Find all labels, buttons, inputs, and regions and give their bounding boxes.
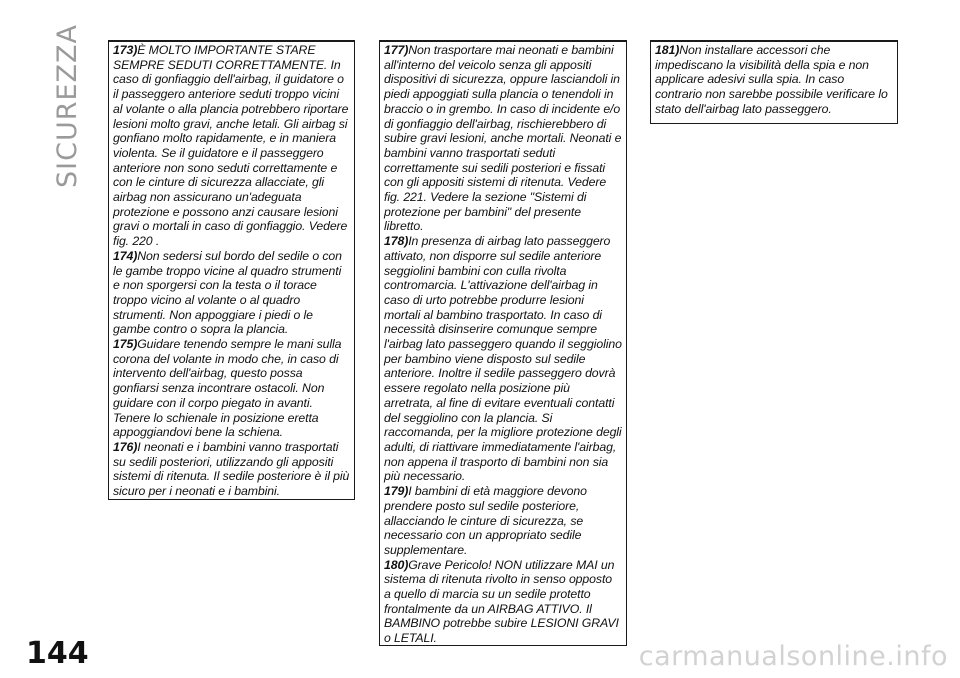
note-number: 178) <box>384 234 409 249</box>
note-text: È MOLTO IMPORTANTE STARE SEMPRE SEDUTI CORRETTAMENTE. In caso di gonfiaggio dell'airbag, il guidatore o il passeggero anteriore seduti troppo vicini al volante o alla plancia potrebbero riportare lesioni molto gravi, anche letali. Gli airbag si gonfiano molto rapidamente, e in maniera violenta. Se il guidatore e il passeggero anteriore non sono seduti correttamente e con le cinture di sicurezza allacciate, gli airbag non assicurano un'adeguata protezione e possono anzi causare lesioni gravi o mortali in caso di gonfiaggio. Vedere fig. 220 . <box>113 43 349 249</box>
section-title: SICUREZZA <box>52 24 83 188</box>
warning-note <box>655 43 893 117</box>
watermark: carmanualsonline.info <box>638 641 948 672</box>
note-number: 177) <box>384 43 409 57</box>
note-text: Guidare tenendo sempre le mani sulla corona del volante in modo che, in caso di intervento dell'airbag, questo possa gonfiarsi senza incontrare ostacoli. Non guidare con il corpo piegato in avanti. Tenere lo schienale in posizione eretta appoggiandovi bene la schiena. <box>113 337 342 440</box>
warning-note <box>384 484 622 558</box>
note-number: 176) <box>113 439 138 454</box>
warning-box-column-2 <box>379 40 627 646</box>
warning-note <box>384 234 622 484</box>
note-number: 174) <box>113 248 138 263</box>
page-number: 144 <box>26 636 89 671</box>
note-number: 175) <box>113 337 138 352</box>
warning-note <box>384 43 622 234</box>
note-text: Non trasportare mai neonati e bambini all'interno del veicolo senza gli appositi dispositivi di sicurezza, oppure lasciandoli in piedi appoggiati sulla plancia o tenendoli in braccio o in grembo. In caso di incidente e/o di gonfiaggio dell'airbag, rischierebbero di subire gravi lesioni, anche mortali. Neonati e bambini vanno trasportati seduti correttamente sui sedili posteriori e fissati con gli appositi sistemi di ritenuta. Vedere fig. 221. Vedere la sezione "Sistemi di protezione per bambini" del presente libretto. <box>384 43 622 234</box>
warning-note <box>113 43 350 249</box>
warning-note <box>384 558 622 646</box>
note-number: 180) <box>384 557 409 572</box>
warning-note <box>113 440 350 499</box>
note-text: Grave Pericolo! NON utilizzare MAI un sistema di ritenuta rivolto in senso opposto a quello di marcia su un sedile protetto frontalmente da un AIRBAG ATTIVO. Il BAMBINO potrebbe subire LESIONI GRAVI o LETALI. <box>384 557 619 646</box>
note-number: 173) <box>113 43 138 57</box>
note-text: Non installare accessori che impediscano la visibilità della spia e non applicare adesivi sulla spia. In caso contrario non sarebbe possibile verificare lo stato dell'airbag lato passeggero. <box>655 43 888 116</box>
warning-note <box>113 337 350 440</box>
note-text: In presenza di airbag lato passeggero attivato, non disporre sul sedile anteriore seggiolini bambini con culla rivolta contromarcia. L'attivazione dell'airbag in caso di urto potrebbe produrre lesioni mortali al bambino trasportato. In caso di necessità disinserire comunque sempre l'airbag lato passeggero quando il seggiolino per bambino viene disposto sul sedile anteriore. Inoltre il sedile passeggero dovrà essere regolato nella posizione più arretrata, al fine di evitare eventuali contatti del seggiolino con la plancia. Si raccomanda, per la migliore protezione degli adulti, di riattivare immediatamente l'airbag, non appena il trasporto di bambini non sia più necessario. <box>384 234 622 484</box>
warning-note <box>113 249 350 337</box>
note-number: 179) <box>384 484 409 499</box>
note-text: I neonati e i bambini vanno trasportati su sedili posteriori, utilizzando gli appositi sistemi di ritenuta. Il sedile posteriore è il più sicuro per i neonati e i bambini. <box>113 439 350 499</box>
warning-box-column-3 <box>650 40 898 124</box>
warning-box-column-1 <box>108 40 355 500</box>
note-text: Non sedersi sul bordo del sedile o con le gambe troppo vicine al quadro strumenti e non sporgersi con la testa o il torace troppo vicino al volante o al quadro strumenti. Non appoggiare i piedi o le gambe contro o sopra la plancia. <box>113 248 342 337</box>
note-number: 181) <box>655 43 680 57</box>
note-text: I bambini di età maggiore devono prendere posto sul sedile posteriore, allacciando le cinture di sicurezza, se necessario con un appropriato sedile supplementare. <box>384 484 587 557</box>
